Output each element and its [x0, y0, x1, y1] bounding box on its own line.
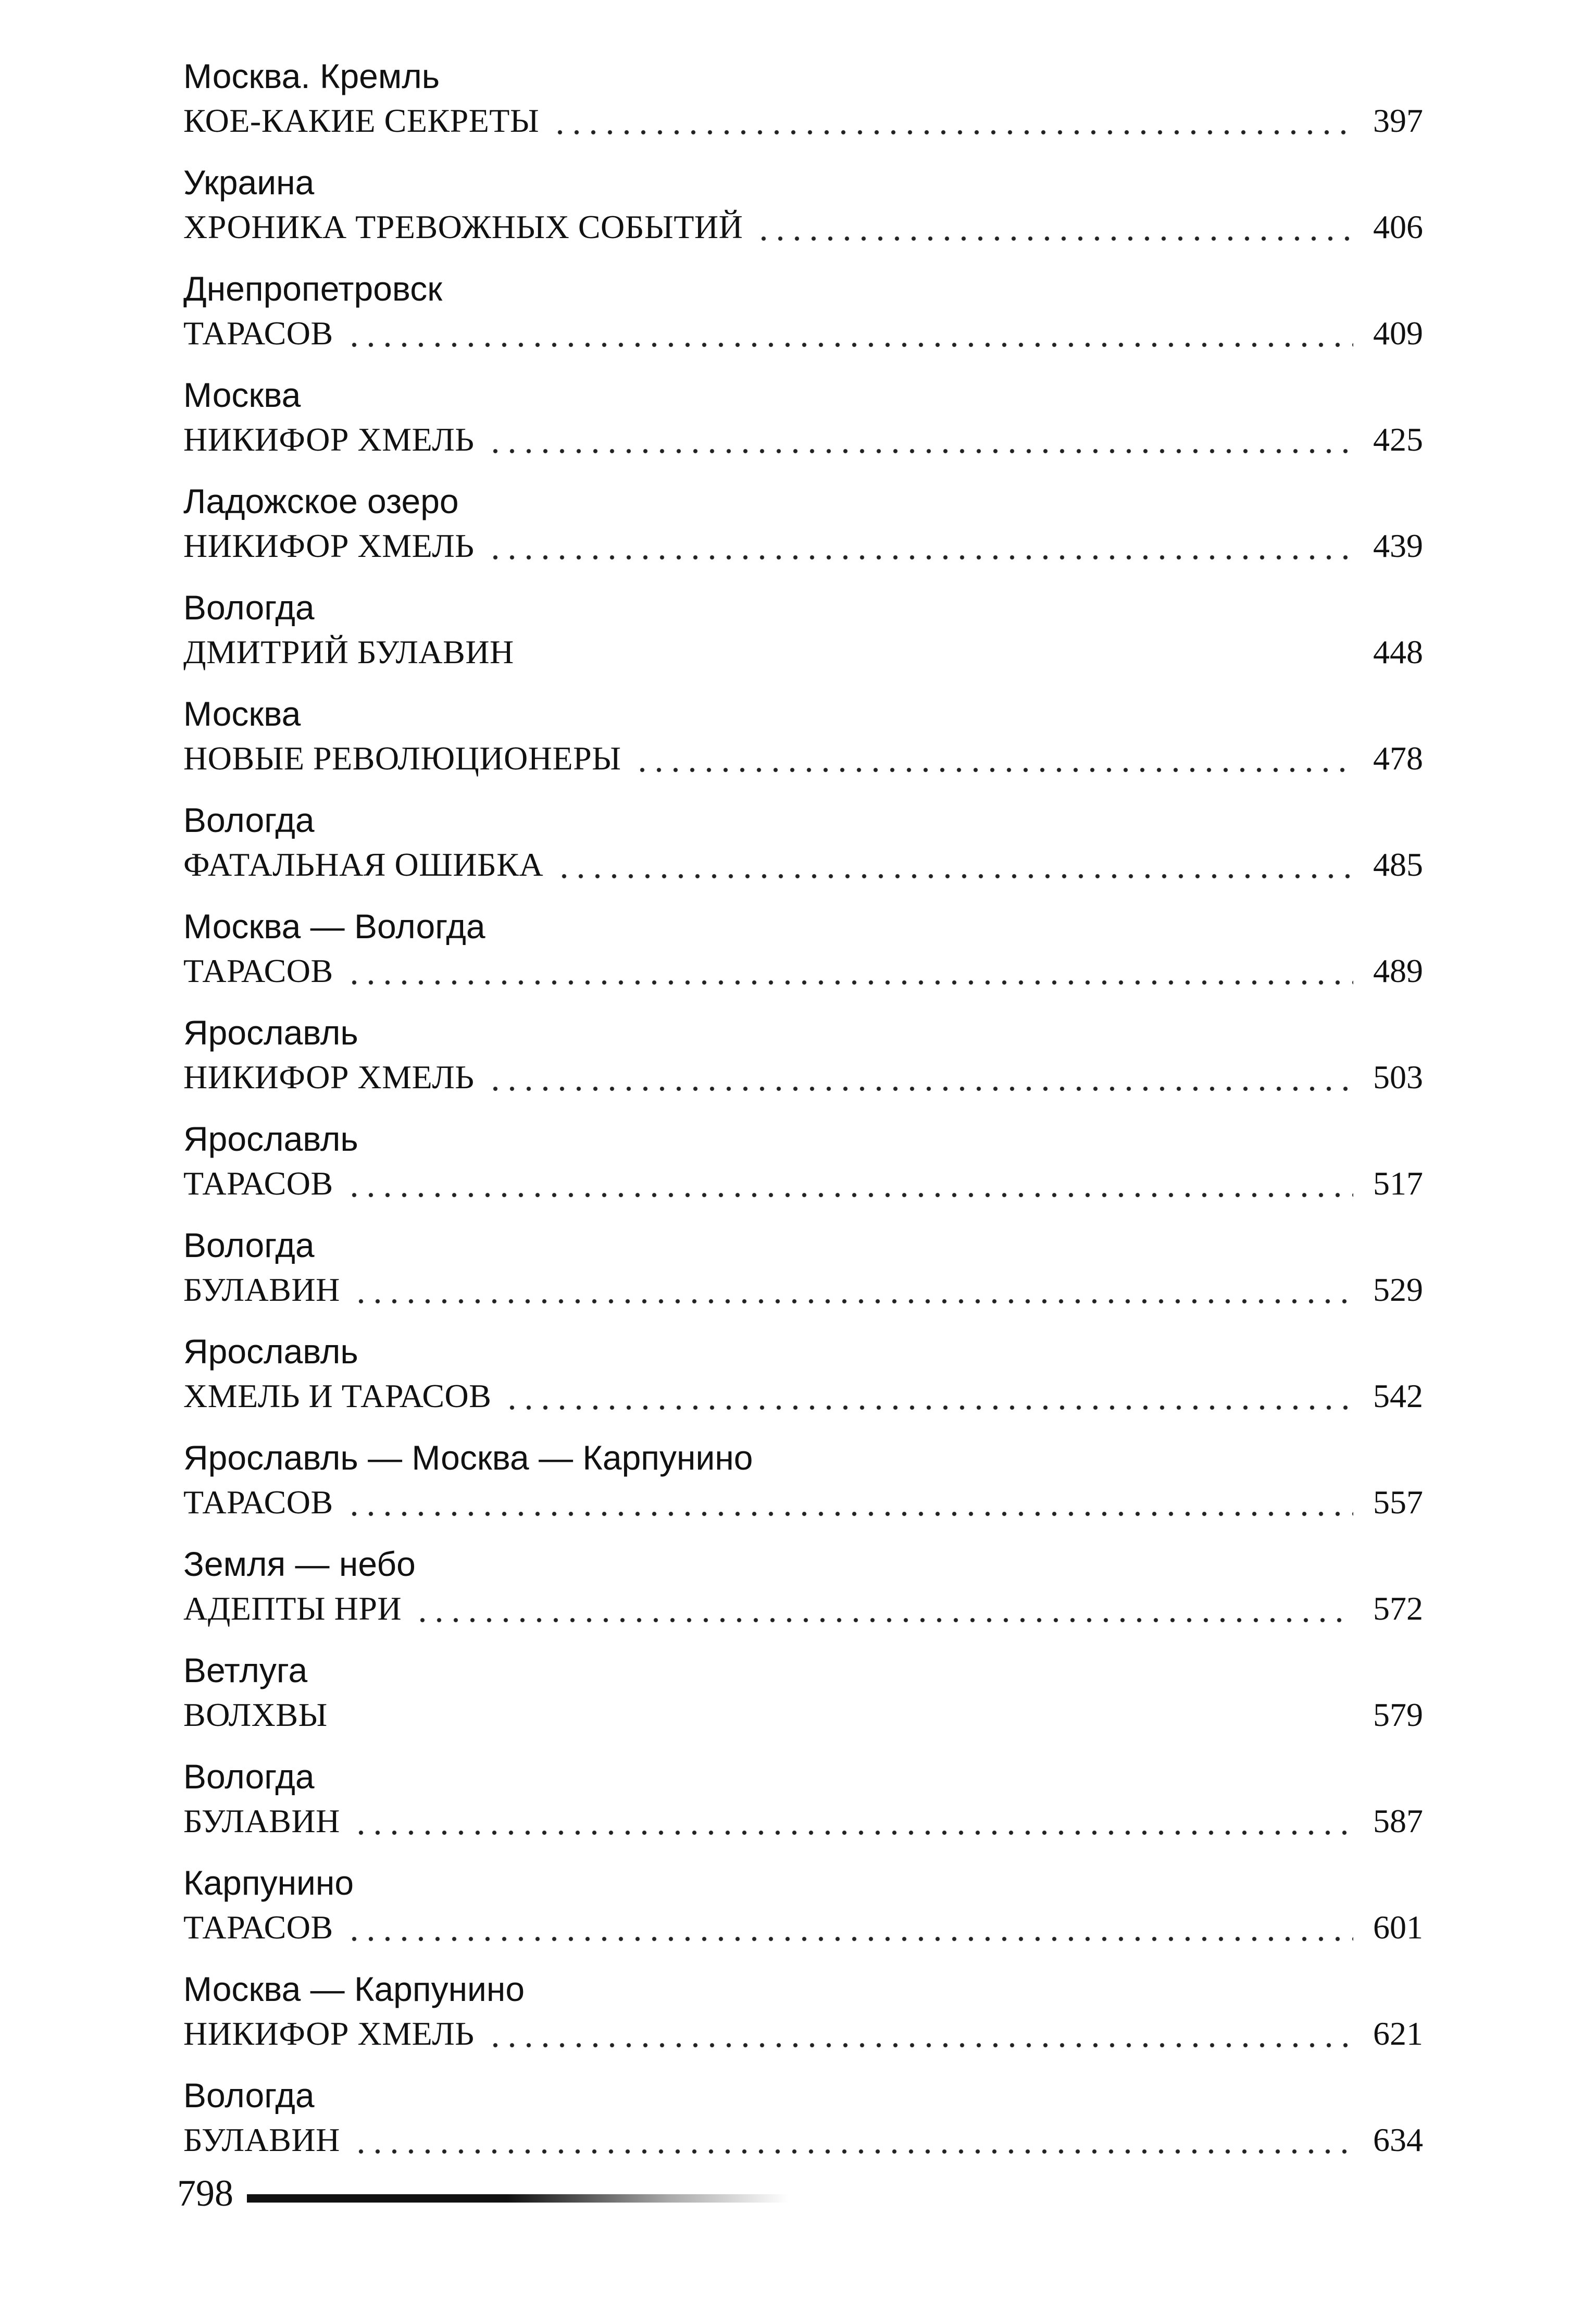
- entry-location: Ладожское озеро: [183, 482, 459, 520]
- entry-title-line: [183, 1162, 1423, 1205]
- dot-leader: [487, 447, 1353, 455]
- entry-title-line: [183, 205, 1423, 249]
- folio-page-number: 798: [177, 2172, 233, 2214]
- toc-entry: [183, 1433, 1423, 1539]
- toc-entry: [183, 1645, 1423, 1751]
- entry-page-number: 397: [1373, 102, 1423, 139]
- toc-entry: [183, 157, 1423, 264]
- entry-title-line: [183, 418, 1423, 462]
- entry-title: НИКИФОР ХМЕЛЬ: [183, 1059, 475, 1096]
- entry-page-number: 621: [1373, 2015, 1423, 2052]
- dot-leader: [755, 235, 1353, 242]
- entry-title-line: [183, 1587, 1423, 1631]
- entry-title-line: [183, 737, 1423, 780]
- dot-leader: [346, 1191, 1353, 1199]
- dot-leader: [487, 2042, 1353, 2049]
- entry-title-line: [183, 2012, 1423, 2056]
- entry-title-line: [183, 1374, 1423, 1418]
- entry-location: Земля — небо: [183, 1545, 416, 1583]
- dot-leader: [504, 1404, 1353, 1411]
- dot-leader: [527, 660, 1353, 667]
- dot-leader: [414, 1616, 1353, 1624]
- toc-entry: [183, 1220, 1423, 1326]
- dot-leader: [346, 341, 1353, 349]
- entry-title: НИКИФОР ХМЕЛЬ: [183, 527, 475, 564]
- entry-page-number: 448: [1373, 633, 1423, 670]
- toc-entry: [183, 689, 1423, 795]
- entry-title-line: [183, 312, 1423, 355]
- entry-page-number: 572: [1373, 1590, 1423, 1627]
- toc-entry: [183, 1858, 1423, 1964]
- entry-location: Вологда: [183, 1226, 315, 1264]
- entry-title-line: [183, 1481, 1423, 1524]
- page-footer: [177, 2167, 802, 2219]
- entry-title: ХМЕЛЬ И ТАРАСОВ: [183, 1377, 492, 1414]
- entry-page-number: 542: [1373, 1377, 1423, 1414]
- entry-location: Ярославль — Москва — Карпунино: [183, 1438, 753, 1477]
- entry-title: КОЕ-КАКИЕ СЕКРЕТЫ: [183, 102, 540, 139]
- entry-page-number: 579: [1373, 1696, 1423, 1733]
- entry-location: Вологда: [183, 801, 315, 839]
- table-of-contents: [183, 51, 1423, 2177]
- entry-page-number: 503: [1373, 1059, 1423, 1096]
- toc-entry: [183, 795, 1423, 901]
- entry-title: БУЛАВИН: [183, 1802, 340, 1839]
- entry-title: ФАТАЛЬНАЯ ОШИБКА: [183, 846, 544, 883]
- entry-page-number: 485: [1373, 846, 1423, 883]
- entry-title: БУЛАВИН: [183, 2121, 340, 2158]
- entry-location: Украина: [183, 163, 315, 202]
- dot-leader: [634, 766, 1354, 774]
- entry-location: Москва. Кремль: [183, 57, 440, 95]
- toc-entry: [183, 264, 1423, 370]
- entry-title: ТАРАСОВ: [183, 1165, 333, 1202]
- entry-location: Днепропетровск: [183, 269, 443, 308]
- toc-entry: [183, 1964, 1423, 2070]
- toc-entry: [183, 1751, 1423, 1858]
- entry-title: БУЛАВИН: [183, 1271, 340, 1308]
- entry-page-number: 517: [1373, 1165, 1423, 1202]
- dot-leader: [353, 2148, 1353, 2155]
- entry-page-number: 478: [1373, 740, 1423, 777]
- entry-title: ХРОНИКА ТРЕВОЖНЫХ СОБЫТИЙ: [183, 208, 743, 245]
- entry-title-line: [183, 1055, 1423, 1099]
- entry-title-line: [183, 1693, 1423, 1737]
- entry-page-number: 529: [1373, 1271, 1423, 1308]
- entry-location: Москва — Вологда: [183, 907, 485, 946]
- entry-page-number: 601: [1373, 1909, 1423, 1946]
- entry-location: Вологда: [183, 2076, 315, 2115]
- entry-page-number: 425: [1373, 421, 1423, 458]
- dot-leader: [556, 873, 1353, 880]
- entry-title: ТАРАСОВ: [183, 952, 333, 989]
- entry-location: Москва: [183, 376, 301, 414]
- entry-title-line: [183, 1799, 1423, 1843]
- entry-title: ВОЛХВЫ: [183, 1696, 328, 1733]
- entry-location: Москва — Карпунино: [183, 1970, 525, 2008]
- toc-entry: [183, 1008, 1423, 1114]
- entry-location: Карпунино: [183, 1863, 354, 1902]
- entry-title: АДЕПТЫ НРИ: [183, 1590, 402, 1627]
- entry-page-number: 409: [1373, 315, 1423, 352]
- entry-page-number: 489: [1373, 952, 1423, 989]
- dot-leader: [487, 554, 1353, 561]
- dot-leader: [353, 1298, 1353, 1305]
- dot-leader: [353, 1829, 1353, 1836]
- entry-location: Ярославль: [183, 1013, 358, 1052]
- entry-location: Москва: [183, 694, 301, 733]
- entry-title-line: [183, 630, 1423, 674]
- entry-title: НОВЫЕ РЕВОЛЮЦИОНЕРЫ: [183, 740, 621, 777]
- dot-leader: [346, 979, 1353, 986]
- dot-leader: [552, 129, 1353, 136]
- toc-entry: [183, 901, 1423, 1008]
- toc-entry: [183, 2070, 1423, 2177]
- entry-title: ТАРАСОВ: [183, 315, 333, 352]
- entry-title-line: [183, 1906, 1423, 1949]
- dot-leader: [340, 1723, 1353, 1730]
- footer-rule: [247, 2194, 789, 2203]
- entry-title: ТАРАСОВ: [183, 1484, 333, 1521]
- entry-title: НИКИФОР ХМЕЛЬ: [183, 2015, 475, 2052]
- entry-page-number: 439: [1373, 527, 1423, 564]
- toc-entry: [183, 476, 1423, 582]
- entry-title-line: [183, 949, 1423, 993]
- entry-title: ДМИТРИЙ БУЛАВИН: [183, 633, 514, 670]
- dot-leader: [487, 1085, 1353, 1092]
- entry-title-line: [183, 99, 1423, 143]
- toc-entry: [183, 370, 1423, 476]
- dot-leader: [346, 1935, 1353, 1943]
- entry-page-number: 557: [1373, 1484, 1423, 1521]
- entry-title-line: [183, 524, 1423, 568]
- entry-page-number: 406: [1373, 208, 1423, 245]
- entry-title-line: [183, 2118, 1423, 2162]
- entry-page-number: 634: [1373, 2121, 1423, 2158]
- entry-page-number: 587: [1373, 1802, 1423, 1839]
- dot-leader: [346, 1510, 1353, 1518]
- entry-location: Вологда: [183, 1757, 315, 1796]
- entry-title: НИКИФОР ХМЕЛЬ: [183, 421, 475, 458]
- toc-entry: [183, 1326, 1423, 1433]
- entry-location: Ярославль: [183, 1120, 358, 1158]
- entry-title-line: [183, 1268, 1423, 1312]
- entry-title-line: [183, 843, 1423, 887]
- toc-entry: [183, 1539, 1423, 1645]
- entry-location: Ярославль: [183, 1332, 358, 1371]
- entry-location: Вологда: [183, 588, 315, 627]
- toc-entry: [183, 582, 1423, 689]
- entry-title: ТАРАСОВ: [183, 1909, 333, 1946]
- entry-location: Ветлуга: [183, 1651, 308, 1689]
- toc-entry: [183, 1114, 1423, 1220]
- toc-entry: [183, 51, 1423, 157]
